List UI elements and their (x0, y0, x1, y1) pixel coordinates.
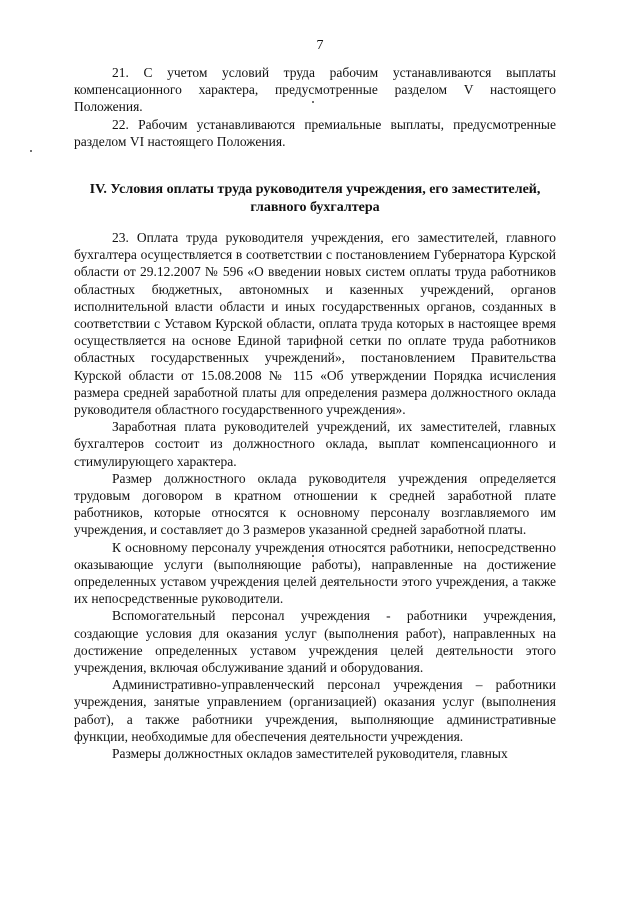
scan-speck (312, 555, 314, 557)
paragraph-22: 22. Рабочим устанавливаются премиальные выплаты, предусмотренные разделом VI настоящего Положения. (74, 116, 556, 149)
scan-speck (30, 150, 32, 152)
page-number: 7 (316, 38, 324, 53)
paragraph-support-staff: Вспомогательный персонал учреждения - работники учреждения, создающие условия для оказания услуг (выполнения работ), направленных на достижение определенных уставом учреждения целей деятельности этого учреждения, включая обслуживание зданий и оборудования. (74, 608, 556, 676)
paragraph-admin-staff: Административно-управленческий персонал учреждения – работники учреждения, занятые управлением (организацией) оказания услуг (выполнения работ), а также работники учреждения, выполняющие административные функции, необходимые для обеспечения деятельности учреждения. (74, 677, 556, 744)
paragraph-salary-composition: Заработная плата руководителей учреждений, их заместителей, главных бухгалтеров состоит из должностного оклада, выплат компенсационного и стимулирующего характера. (74, 419, 556, 469)
paragraph-23: 23. Оплата труда руководителя учреждения, его заместителей, главного бухгалтера осуществляется в соответствии с постановлением Губернатора Курской области от 29.12.2007 № 596 «О введении новых систем оплаты труда работников областных бюджетных, автономных и казенных учреждений, органов исполнительной власти области и иных государственных органов, созданных в соответствии с Уставом Курской области, оплата труда которых в настоящее время осуществляется на основе Единой тарифной сетки по оплате труда работников областных государственных учреждений», постановлением Правительства Курской области от 15.08.2008 № 115 «Об утверждении Порядка исчисления размера средней заработной платы для определения размера должностного оклада руководителя областного государственного учреждения». (74, 230, 556, 418)
paragraph-main-staff: К основному персоналу учреждения относятся работники, непосредственно оказывающие услуги (выполняющие работы), направленные на достижение определенных уставом учреждения целей деятельности этого учреждения, а также их непосредственные руководители. (74, 539, 556, 607)
section-body (74, 229, 556, 762)
paragraphs-before-section (74, 64, 556, 150)
section-heading: IV. Условия оплаты труда руководителя учреждения, его заместителей, главного бухгалтера (89, 182, 541, 215)
paragraph-21: 21. С учетом условий труда рабочим устанавливаются выплаты компенсационного характера, предусмотренные разделом V настоящего Положения. (74, 65, 556, 115)
paragraph-deputies-salaries: Размеры должностных окладов заместителей руководителя, главных (112, 746, 508, 762)
paragraph-salary-size: Размер должностного оклада руководителя учреждения определяется трудовым договором в кратном отношении к средней заработной плате работников, которые относятся к основному персоналу возглавляемого им учреждения, и составляет до 3 размеров указанной средней заработной платы. (74, 470, 556, 538)
scan-speck (312, 101, 314, 103)
